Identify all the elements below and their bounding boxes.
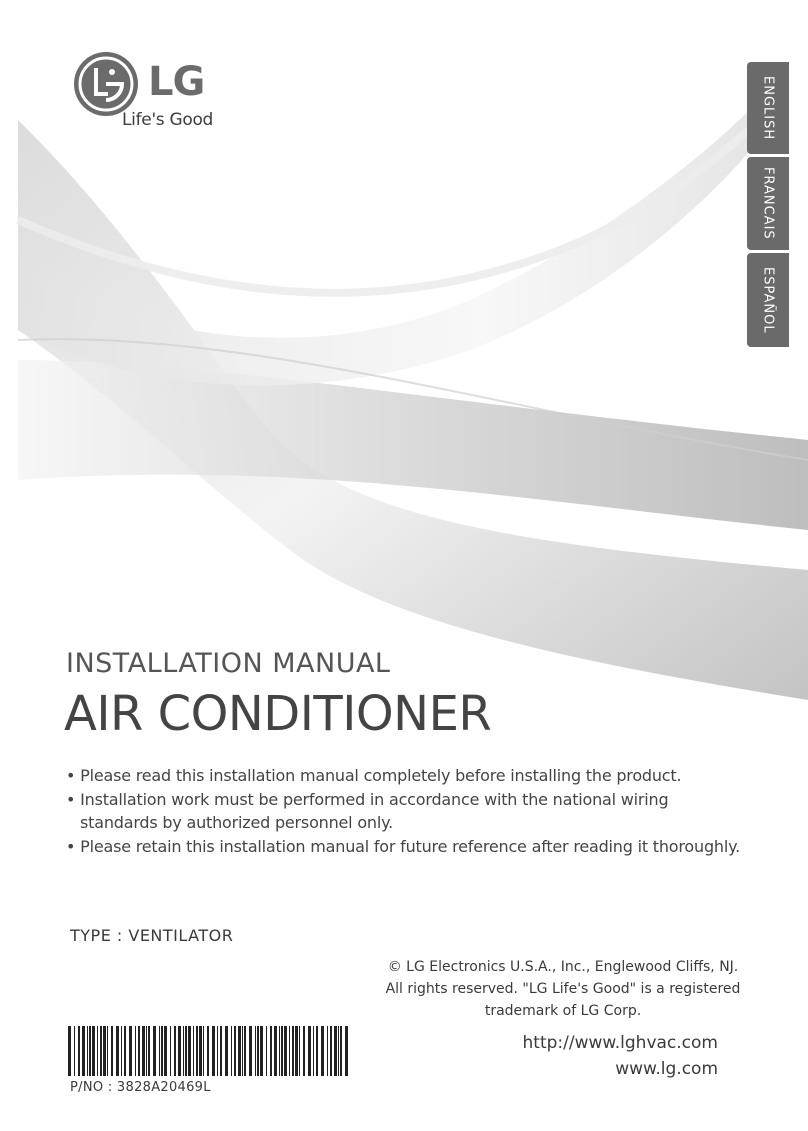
part-number: P/NO : 3828A20469L — [70, 1080, 211, 1095]
tab-espanol[interactable] — [747, 253, 789, 347]
tab-francais[interactable] — [747, 157, 789, 250]
note-item: • Installation work must be performed in accordance with the national wiring standards by authorized personnel only. — [66, 790, 669, 832]
tab-english-label: ENGLISH — [760, 75, 776, 141]
notes-list — [66, 764, 746, 859]
link-lg[interactable]: www.lg.com — [615, 1059, 718, 1079]
decorative-waves — [0, 100, 808, 720]
product-type: TYPE : VENTILATOR — [70, 926, 234, 945]
tab-espanol-label: ESPAÑOL — [760, 266, 776, 334]
manual-subtitle: INSTALLATION MANUAL — [66, 648, 391, 679]
note-item: • Please read this installation manual completely before installing the product. — [66, 766, 682, 785]
brand-name: LG — [148, 59, 205, 105]
note-item: • Please retain this installation manual for future reference after reading it thoroughly. — [66, 837, 740, 856]
language-tabs — [747, 62, 789, 350]
copyright-notice: © LG Electronics U.S.A., Inc., Englewood Cliffs, NJ. All rights reserved. "LG Life's Good" is a registered trademark of LG Corp. — [385, 959, 741, 1019]
tab-english[interactable] — [747, 62, 789, 154]
barcode-icon — [68, 1026, 350, 1076]
tab-francais-label: FRANCAIS — [760, 167, 776, 240]
website-links — [523, 1030, 718, 1082]
link-lghvac[interactable]: http://www.lghvac.com — [522, 1033, 718, 1053]
brand-slogan: Life's Good — [122, 110, 214, 130]
product-title: AIR CONDITIONER — [64, 686, 492, 742]
